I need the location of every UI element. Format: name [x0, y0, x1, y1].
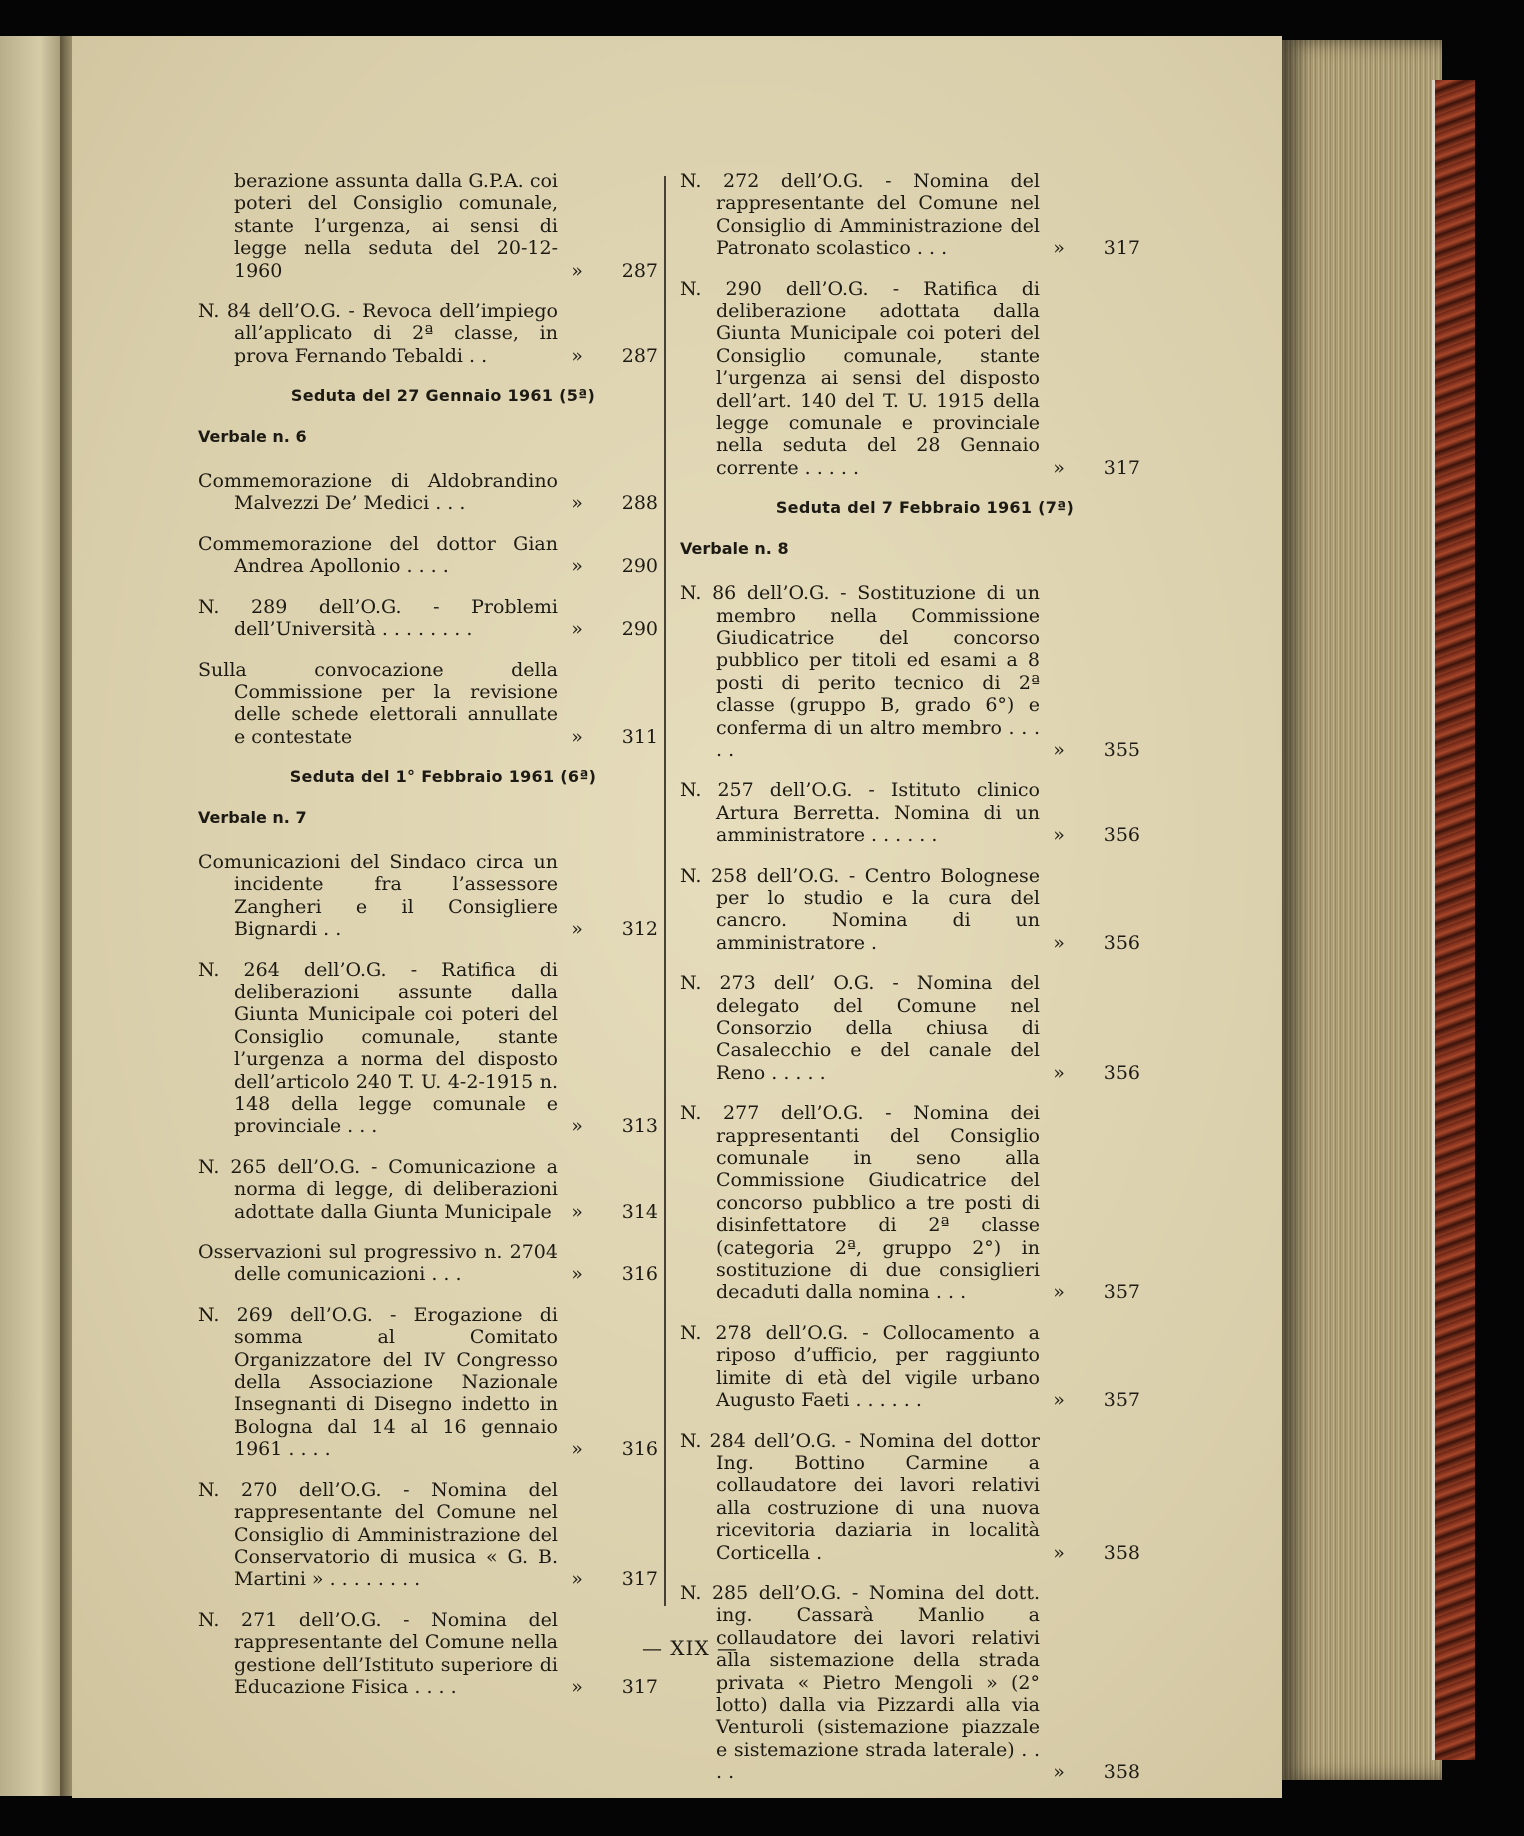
ditto-mark: » — [571, 1200, 583, 1223]
ditto-mark: » — [1053, 1541, 1065, 1564]
entry-page-ref — [568, 492, 658, 514]
page-number: 356 — [1103, 1061, 1140, 1084]
entry-text: N. 273 dell’ O.G. - Nomina del delegato del Comune nel Consorzio della chiusa di Casalecchio e del canale del Reno . . . . . — [680, 972, 1040, 1084]
ditto-mark: » — [1053, 1389, 1065, 1412]
index-entry — [680, 1322, 1140, 1412]
session-heading: Seduta del 27 Gennaio 1961 (5ª) — [290, 386, 596, 406]
page-number: 314 — [621, 1200, 658, 1223]
entry-page-ref — [1050, 237, 1140, 259]
entry-text: N. 258 dell’O.G. - Centro Bolognese per lo studio e la cura del cancro. Nomina di un amministratore . — [680, 864, 1040, 954]
page-number: 316 — [621, 1263, 658, 1286]
page-number: 313 — [621, 1115, 658, 1138]
page-number: 317 — [621, 1675, 658, 1698]
entry-page-ref — [568, 1438, 658, 1460]
left-page-edge — [0, 36, 68, 1796]
page-number: 356 — [1103, 824, 1140, 847]
entry-text: N. 278 dell’O.G. - Collocamento a riposo d’ufficio, per raggiunto limite di età del vigile urbano Augusto Faeti . . . . . . — [680, 1321, 1040, 1412]
ditto-mark: » — [571, 1675, 583, 1698]
index-column-left — [198, 170, 658, 1716]
entry-page-ref — [1050, 1281, 1140, 1303]
entry-text: N. 265 dell’O.G. - Comunicazione a norma di legge, di deliberazioni adottate dalla Giunta Municipale — [198, 1155, 558, 1223]
index-entry — [680, 1430, 1140, 1564]
session-heading: Seduta del 1° Febbraio 1961 (6ª) — [289, 767, 597, 787]
ditto-mark: » — [571, 555, 583, 578]
page-number: 287 — [621, 344, 658, 367]
page-number: 357 — [1103, 1281, 1140, 1304]
entry-page-ref — [1050, 1761, 1140, 1783]
index-entry — [680, 1582, 1140, 1784]
ditto-mark: » — [571, 1115, 583, 1138]
index-entry — [680, 170, 1140, 260]
index-entry — [198, 170, 658, 282]
index-entry — [680, 779, 1140, 846]
entry-text: N. 285 dell’O.G. - Nomina del dott. ing. Cassarà Manlio a collaudatore dei lavori relativi alla sistemazione della strada privata « Pietro Mengoli » (2° lotto) dalla via Pizzardi alla via Venturoli (sistemazione piazzale e sistemazione strada laterale) . . . . — [680, 1581, 1040, 1784]
index-column-right — [680, 170, 1140, 1802]
entry-text: Sulla convocazione della Commissione per la revisione delle schede elettorali annullate e contestate — [198, 658, 558, 748]
ditto-mark: » — [1053, 824, 1065, 847]
entry-page-ref — [568, 1263, 658, 1285]
index-entry — [198, 851, 658, 941]
page-number: 358 — [1103, 1541, 1140, 1564]
entry-page-ref — [568, 1115, 658, 1137]
entry-text: berazione assunta dalla G.P.A. coi poteri del Consiglio comunale, stante l’urgenza, ai sensi di legge nella seduta del 20-12-1960 — [234, 170, 558, 282]
ditto-mark: » — [1053, 738, 1065, 761]
ditto-mark: » — [571, 918, 583, 941]
entry-page-ref — [1050, 1542, 1140, 1564]
entry-text: N. 269 dell’O.G. - Erogazione di somma al Comitato Organizzatore del IV Congresso della Associazione Nazionale Insegnanti di Disegno indetto in Bologna dal 14 al 16 gennaio 1961 . . . . — [198, 1303, 558, 1461]
page-number: 288 — [621, 492, 658, 515]
index-entry — [198, 659, 658, 749]
ditto-mark: » — [1053, 1761, 1065, 1784]
ditto-mark: » — [571, 725, 583, 748]
entry-text: N. 84 dell’O.G. - Revoca dell’impiego all’applicato di 2ª classe, in prova Fernando Tebaldi . . — [198, 300, 558, 367]
page-number: 358 — [1103, 1761, 1140, 1784]
entry-page-ref — [568, 1201, 658, 1223]
ditto-mark: » — [571, 259, 583, 282]
index-entry — [198, 470, 658, 515]
entry-page-ref — [1050, 1389, 1140, 1411]
index-entry — [680, 278, 1140, 480]
ditto-mark: » — [1053, 1281, 1065, 1304]
index-entry — [198, 300, 658, 367]
index-entry — [680, 582, 1140, 761]
entry-page-ref — [1050, 824, 1140, 846]
ditto-mark: » — [571, 492, 583, 515]
index-entry — [198, 1609, 658, 1699]
verbale-heading: Verbale n. 7 — [198, 807, 307, 827]
index-entry — [680, 972, 1140, 1084]
ditto-mark: » — [571, 344, 583, 367]
ditto-mark: » — [1053, 1061, 1065, 1084]
entry-page-ref — [1050, 932, 1140, 954]
page-number: 312 — [621, 918, 658, 941]
page-number: 287 — [621, 259, 658, 282]
entry-text: N. 290 dell’O.G. - Ratifica di deliberazione adottata dalla Giunta Municipale coi poteri del Consiglio comunale, stante l’urgenza ai sensi del disposto dell’art. 140 del T. U. 1915 della legge comunale e provinciale nella seduta del 28 Gennaio corrente . . . . . — [680, 277, 1040, 479]
verbale-heading: Verbale n. 6 — [198, 426, 307, 446]
index-entry — [680, 1102, 1140, 1304]
entry-page-ref — [568, 555, 658, 577]
page-number: 357 — [1103, 1389, 1140, 1412]
entry-text: N. 270 dell’O.G. - Nomina del rappresentante del Comune nel Consiglio di Amministrazione del Conservatorio di musica « G. B. Martini » . . . . . . . . — [198, 1478, 558, 1591]
entry-page-ref — [568, 918, 658, 940]
entry-text: Osservazioni sul progressivo n. 2704 delle comunicazioni . . . — [198, 1241, 558, 1286]
page-number: 356 — [1103, 931, 1140, 954]
entry-page-ref — [1050, 739, 1140, 761]
entry-page-ref — [1050, 457, 1140, 479]
session-heading: Seduta del 7 Febbraio 1961 (7ª) — [775, 498, 1075, 518]
page-number: 290 — [621, 555, 658, 578]
page-number: 355 — [1103, 738, 1140, 761]
page-folio: — XIX — — [641, 1636, 739, 1660]
entry-text: N. 264 dell’O.G. - Ratifica di deliberazioni assunte dalla Giunta Municipale coi poteri del Consiglio comunale, stante l’urgenza a norma del disposto dell’articolo 240 T. U. 4-2-1915 n. 148 della legge comunale e provinciale . . . — [198, 958, 558, 1138]
ditto-mark: » — [1053, 237, 1065, 260]
entry-page-ref — [568, 260, 658, 282]
page-number: 290 — [621, 618, 658, 641]
ditto-mark: » — [1053, 931, 1065, 954]
index-entry — [198, 1304, 658, 1461]
index-entry — [198, 1156, 658, 1223]
entry-text: N. 271 dell’O.G. - Nomina del rappresentante del Comune nella gestione dell’Istituto superiore di Educazione Fisica . . . . — [198, 1608, 558, 1698]
entry-page-ref — [568, 1676, 658, 1698]
index-entry — [680, 865, 1140, 955]
entry-page-ref — [1050, 1062, 1140, 1084]
page-number: 311 — [621, 725, 658, 748]
index-entry — [198, 959, 658, 1138]
page-fore-edge — [1282, 40, 1442, 1780]
entry-text: N. 86 dell’O.G. - Sostituzione di un membro nella Commissione Giudicatrice del concorso pubblico per titoli ed esami a 8 posti di perito tecnico di 2ª classe (gruppo B, grado 6°) e conferma di un altro membro . . . . . — [680, 582, 1040, 761]
entry-text: N. 277 dell’O.G. - Nomina dei rappresentanti del Consiglio comunale in seno alla Commissione Giudicatrice del concorso pubblico a tre posti di disinfettatore di 2ª classe (categoria 2ª, gruppo 2°) in sostituzione di due consiglieri decaduti dalla nomina . . . — [680, 1102, 1040, 1304]
ditto-mark: » — [571, 1438, 583, 1461]
entry-page-ref — [568, 618, 658, 640]
entry-text: Commemorazione del dottor Gian Andrea Apollonio . . . . — [198, 532, 558, 578]
column-divider — [664, 176, 666, 1606]
entry-text: N. 289 dell’O.G. - Problemi dell’Università . . . . . . . . — [198, 595, 558, 641]
page-number: 317 — [1103, 456, 1140, 479]
entry-page-ref — [568, 726, 658, 748]
entry-page-ref — [568, 1568, 658, 1590]
page-number: 317 — [621, 1568, 658, 1591]
entry-text: Commemorazione di Aldobrandino Malvezzi De’ Medici . . . — [198, 470, 558, 515]
index-entry — [198, 533, 658, 578]
marbled-cover — [1432, 80, 1475, 1760]
entry-text: N. 257 dell’O.G. - Istituto clinico Artura Berretta. Nomina di un amministratore . . . . . . — [680, 779, 1040, 847]
page-number: 317 — [1103, 237, 1140, 260]
entry-text: Comunicazioni del Sindaco circa un incidente fra l’assessore Zangheri e il Consigliere Bignardi . . — [198, 850, 558, 941]
verbale-heading: Verbale n. 8 — [680, 538, 789, 558]
ditto-mark: » — [571, 1263, 583, 1286]
ditto-mark: » — [571, 1568, 583, 1591]
ditto-mark: » — [1053, 456, 1065, 479]
index-entry — [198, 1241, 658, 1286]
entry-page-ref — [568, 345, 658, 367]
index-entry — [198, 1479, 658, 1591]
page-number: 316 — [621, 1438, 658, 1461]
index-entry — [198, 596, 658, 641]
entry-text: N. 284 dell’O.G. - Nomina del dottor Ing. Bottino Carmine a collaudatore dei lavori relativi alla costruzione di una nuova ricevitoria daziaria in località Corticella . — [680, 1429, 1040, 1564]
entry-text: N. 272 dell’O.G. - Nomina del rappresentante del Comune nel Consiglio di Amministrazione del Patronato scolastico . . . — [680, 170, 1040, 260]
ditto-mark: » — [571, 618, 583, 641]
